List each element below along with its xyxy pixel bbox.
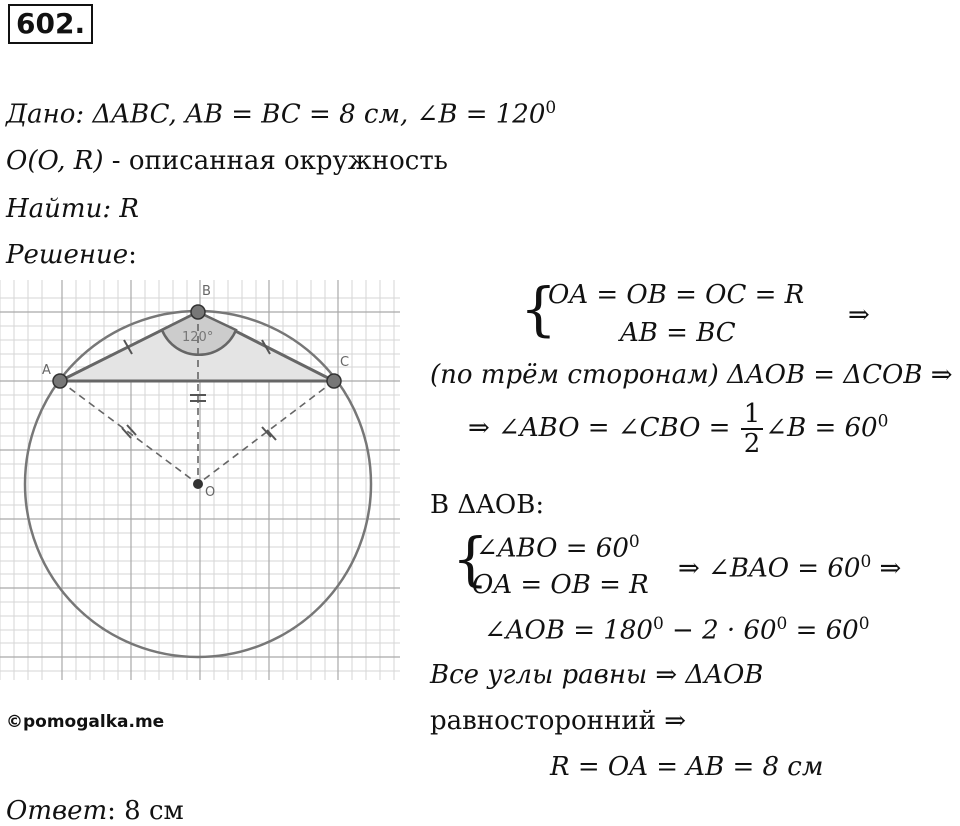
geometry-figure xyxy=(0,280,400,680)
given-label: Дано xyxy=(6,99,76,130)
equilateral-line: равносторонний ⇒ xyxy=(430,706,687,736)
given-exp: 0 xyxy=(545,98,557,118)
brace-1: { xyxy=(520,275,557,343)
answer-text: : 8 см xyxy=(107,796,184,826)
all-equal-line: Все углы равны ⇒ ΔAOB xyxy=(430,660,764,690)
circumcircle-line xyxy=(6,146,448,176)
half-denominator: 2 xyxy=(743,429,761,459)
half-numerator: 1 xyxy=(741,400,764,430)
angle-eq-left: ⇒ ∠ABO = ∠CBO = xyxy=(468,413,731,443)
copyright: ©pomogalka.me xyxy=(6,712,165,732)
point-a xyxy=(53,374,67,388)
circumcircle-text: - описанная окружность xyxy=(103,146,448,176)
angle-eq-exp: 0 xyxy=(877,411,889,432)
sys1-arrow: ⇒ xyxy=(848,300,870,330)
given-line xyxy=(6,98,556,130)
label-o: O xyxy=(205,485,216,500)
angle-equality-line xyxy=(468,400,888,458)
given-text: : ΔABC, AB = BC = 8 см, ∠B = 120 xyxy=(75,99,546,130)
answer-label: Ответ xyxy=(6,796,108,826)
angle-eq-right: ∠B = 60 xyxy=(765,413,878,443)
sys1-line1: OA = OB = OC = R xyxy=(548,280,805,310)
aob-calc-line: ∠AOB = $180^0 - 2 \cdot 60^0 = 60^0$ xyxy=(484,614,870,646)
label-c: C xyxy=(340,355,350,370)
solution-label: Решение xyxy=(6,240,129,270)
sys2-line1: ∠ABO = $60^0$ xyxy=(476,532,640,564)
label-b: B xyxy=(202,284,211,299)
find-label: Найти xyxy=(6,194,103,224)
fraction-half xyxy=(741,400,764,458)
solution-line xyxy=(6,240,137,270)
segment-oa xyxy=(60,381,198,484)
find-line xyxy=(6,194,139,224)
sss-line: (по трём сторонам) ΔAOB = ΔCOB ⇒ xyxy=(430,360,953,390)
sys1-line2: AB = BC xyxy=(620,318,736,348)
solution-colon: : xyxy=(128,240,137,270)
final-line: R = OA = AB = 8 см xyxy=(550,752,824,782)
point-b xyxy=(191,305,205,319)
label-a: A xyxy=(42,363,51,378)
brace-2: { xyxy=(452,525,489,593)
answer-line xyxy=(6,796,184,826)
sys2-line2: OA = OB = R xyxy=(472,570,649,600)
point-c xyxy=(327,374,341,388)
angle-label: 120° xyxy=(182,330,214,345)
problem-number: 602. xyxy=(8,4,93,44)
in-aob-line: В ΔAOB: xyxy=(430,490,545,520)
circumcircle-math: O(O, R) xyxy=(6,146,104,176)
point-o xyxy=(193,479,203,489)
sys2-result: ⇒ ∠BAO = $60^0$ ⇒ xyxy=(678,552,902,584)
find-text: : R xyxy=(102,194,139,224)
